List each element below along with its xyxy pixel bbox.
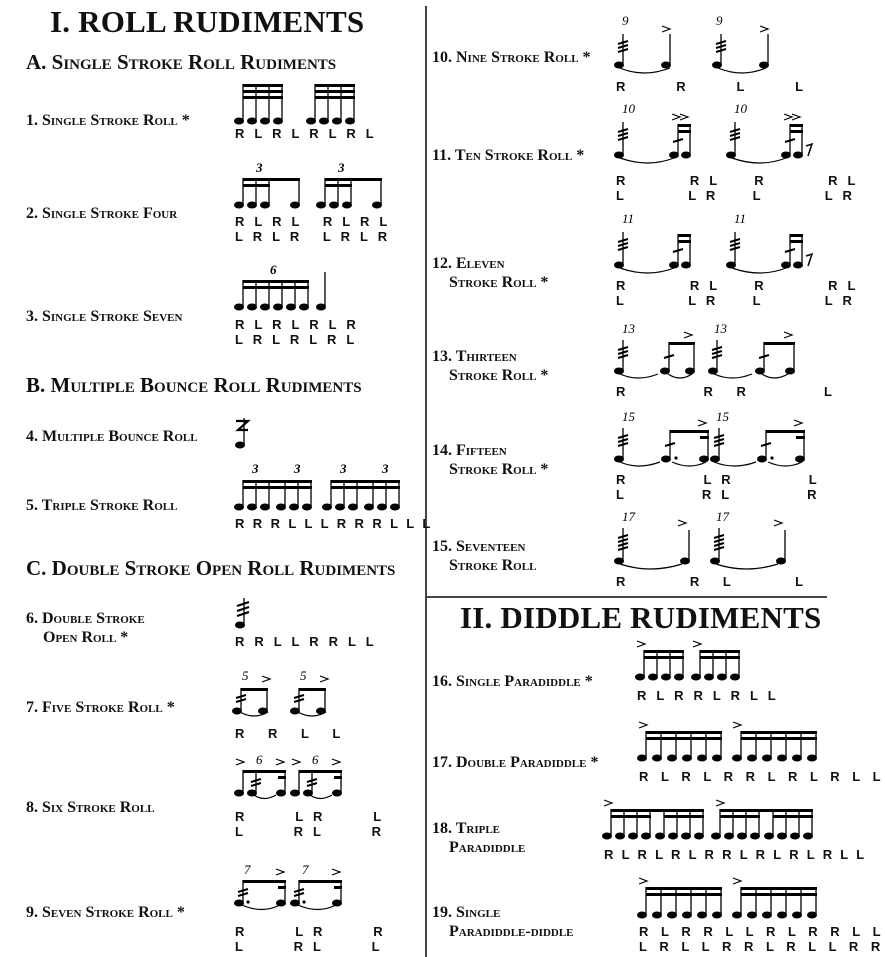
tuplet-number: 3 (340, 461, 347, 476)
sticking-row: R L R L R L R L (235, 126, 377, 141)
notation-thirteen-stroke-roll (614, 318, 814, 384)
tuplet-number: 3 (252, 461, 259, 476)
sticking-row: R R L L R R L L (235, 634, 377, 649)
rudiment-label (26, 427, 198, 446)
tuplet-number: 11 (734, 211, 747, 226)
tuplet-number: 3 (382, 461, 389, 476)
rudiment-name-line2: Stroke Roll * (449, 461, 549, 478)
notation-six-stroke-roll (234, 752, 354, 806)
rudiment-label (432, 347, 548, 385)
rudiment-label (26, 798, 155, 817)
rudiment-number: 7. (26, 699, 38, 716)
rudiment-number: 14. (432, 442, 452, 459)
rudiment-name: Seven Stroke Roll * (42, 904, 185, 921)
rudiment-number: 2. (26, 205, 38, 222)
tuplet-number: 9 (622, 13, 629, 28)
section-title-diddle: II. DIDDLE RUDIMENTS (460, 600, 822, 635)
rudiment-name: Double Paradiddle * (456, 754, 599, 771)
rudiment-label (432, 537, 536, 575)
column-divider (425, 6, 427, 957)
notation-seventeen-stroke-roll (614, 506, 804, 574)
rudiment-number: 13. (432, 348, 452, 365)
tuplet-number: 6 (256, 752, 263, 767)
sticking-row: R R R L (616, 384, 836, 399)
notation-five-stroke-roll (232, 668, 342, 722)
rudiment-name: Single Paradiddle * (456, 673, 593, 690)
subsection-title-b: B. Multiple Bounce Roll Rudiments (26, 373, 362, 397)
notation-single-stroke-roll (234, 82, 374, 128)
tuplet-number: 5 (300, 668, 307, 683)
rudiment-name: Multiple Bounce Roll (42, 428, 198, 445)
tuplet-number: 6 (270, 262, 277, 277)
rudiment-number: 3. (26, 308, 38, 325)
rudiment-label (432, 254, 548, 292)
rudiment-label (26, 307, 182, 326)
tuplet-number: 3 (338, 160, 345, 175)
rudiment-label (432, 146, 584, 165)
rudiment-name-line2: Paradiddle (449, 839, 526, 856)
sticking-row: R L R L R L R R L R L R L R L L (604, 847, 867, 862)
tuplet-number: 6 (312, 752, 319, 767)
sticking-row: R L R R L R L L (637, 688, 779, 703)
sticking-row: R L R R L L R L R R L L (639, 924, 885, 939)
rudiment-name: Triple (455, 820, 501, 837)
tuplet-number: 10 (734, 101, 747, 116)
sticking-row: L R L R (235, 824, 385, 839)
rudiment-number: 19. (432, 904, 452, 921)
rudiment-number: 5. (26, 497, 38, 514)
sticking-row: R L R R (235, 924, 386, 939)
rudiment-label (432, 672, 593, 691)
sticking-row: L R L L (235, 939, 383, 954)
sticking-row: R R L L (616, 574, 807, 589)
rudiment-name: Triple Stroke Roll (41, 497, 178, 514)
subsection-title-a: A. Single Stroke Roll Rudiments (26, 50, 337, 74)
notation-fifteen-stroke-roll (614, 406, 814, 472)
sticking-row: L R L R L R L R (235, 229, 391, 244)
rudiment-name: Double Stroke (42, 610, 145, 627)
sticking-row: R R L R R L (616, 278, 859, 293)
rudiment-name: Ten Stroke Roll * (454, 147, 585, 164)
section-title-roll: I. ROLL RUDIMENTS (50, 4, 365, 39)
notation-ten-stroke-roll (614, 100, 814, 170)
rudiment-label (26, 111, 190, 130)
notation-seven-stroke-roll (234, 862, 354, 916)
sticking-row: R R L L (235, 726, 344, 741)
rudiment-label (432, 903, 574, 941)
rudiment-number: 9. (26, 904, 38, 921)
tuplet-number: 17 (716, 509, 729, 524)
tuplet-number: 10 (622, 101, 635, 116)
sticking-row: R L R L (235, 809, 385, 824)
rudiment-number: 18. (432, 820, 452, 837)
rudiment-number: 16. (432, 673, 452, 690)
rudiment-name: Single (456, 904, 501, 921)
tuplet-number: 5 (242, 668, 249, 683)
rudiment-number: 17. (432, 754, 452, 771)
sticking-row: L R L L R R L R L L R R (639, 939, 885, 954)
tuplet-number: 13 (714, 321, 727, 336)
rudiment-name: Single Stroke Four (42, 205, 178, 222)
rudiment-label (432, 441, 548, 479)
rudiment-name-line2: Paradiddle-diddle (449, 923, 574, 940)
tuplet-number: 15 (716, 409, 729, 424)
notation-single-stroke-seven (234, 262, 344, 314)
section-divider (427, 596, 827, 598)
rudiment-number: 11. (432, 147, 452, 164)
rudiment-label (432, 753, 598, 772)
tuplet-number: 9 (716, 13, 723, 28)
notation-double-stroke-open-roll (232, 596, 254, 632)
notation-single-paradiddle (635, 636, 755, 686)
notation-double-paradiddle (637, 717, 832, 767)
rudiment-number: 8. (26, 799, 38, 816)
sticking-row: R L R L R L R (235, 317, 359, 332)
sticking-row: R L R L R R L R L R L L (639, 769, 885, 784)
sticking-row: L L R L L R (616, 188, 856, 203)
rudiment-label (26, 903, 185, 922)
rudiment-number: 10. (432, 49, 452, 66)
rudiment-name-line2: Stroke Roll (449, 557, 537, 574)
sticking-row: R L R L R L R L (235, 214, 391, 229)
tuplet-number: 7 (302, 862, 309, 877)
rudiment-name: Single Stroke Seven (42, 308, 183, 325)
rudiment-name: Eleven (456, 255, 505, 272)
rudiment-label (26, 698, 175, 717)
rudiment-name: Nine Stroke Roll * (456, 49, 591, 66)
tuplet-number: 7 (244, 862, 251, 877)
sticking-row: R R L L (616, 79, 807, 94)
rudiment-label (26, 204, 177, 223)
rudiment-name-line2: Open Roll * (43, 629, 129, 646)
sticking-row: L R L R (616, 487, 820, 502)
notation-triple-paradiddle (602, 797, 832, 845)
rudiment-name-line2: Stroke Roll * (449, 367, 549, 384)
notation-triple-stroke-roll (234, 460, 414, 514)
tuplet-number: 3 (294, 461, 301, 476)
notation-nine-stroke-roll (614, 12, 784, 78)
sticking-row: L L R L L R (616, 293, 856, 308)
rudiment-name: Five Stroke Roll * (42, 699, 175, 716)
rudiment-number: 1. (26, 112, 38, 129)
notation-single-paradiddle-diddle (637, 874, 832, 924)
rudiment-name: Thirteen (455, 348, 517, 365)
notation-single-stroke-four (234, 160, 394, 212)
rudiment-name: Six Stroke Roll (42, 799, 155, 816)
tuplet-number: 15 (622, 409, 635, 424)
sticking-row: R R R L L L R R R L L L (235, 516, 433, 531)
rudiment-label (432, 819, 525, 857)
rudiment-name: Fifteen (456, 442, 507, 459)
tuplet-number: 17 (622, 509, 635, 524)
tuplet-number: 3 (256, 160, 263, 175)
notation-eleven-stroke-roll (614, 210, 814, 280)
rudiment-label (432, 48, 591, 67)
rudiment-label (26, 496, 177, 515)
rudiment-number: 6. (26, 610, 38, 627)
sticking-row: R R L R R L (616, 173, 859, 188)
rudiment-label (26, 609, 145, 647)
tuplet-number: 13 (622, 321, 635, 336)
rudiment-number: 4. (26, 428, 38, 445)
rudiment-name: Single Stroke Roll * (42, 112, 190, 129)
rudiment-number: 15. (432, 538, 452, 555)
rudiment-number: 12. (432, 255, 452, 272)
rudiment-name-line2: Stroke Roll * (449, 274, 549, 291)
sticking-row: L R L R L R L (235, 332, 358, 347)
subsection-title-c: C. Double Stroke Open Roll Rudiments (26, 556, 396, 580)
rudiment-name: Seventeen (456, 538, 526, 555)
tuplet-number: 11 (622, 211, 635, 226)
notation-multiple-bounce-roll (232, 416, 252, 450)
sticking-row: R L R L (616, 472, 820, 487)
